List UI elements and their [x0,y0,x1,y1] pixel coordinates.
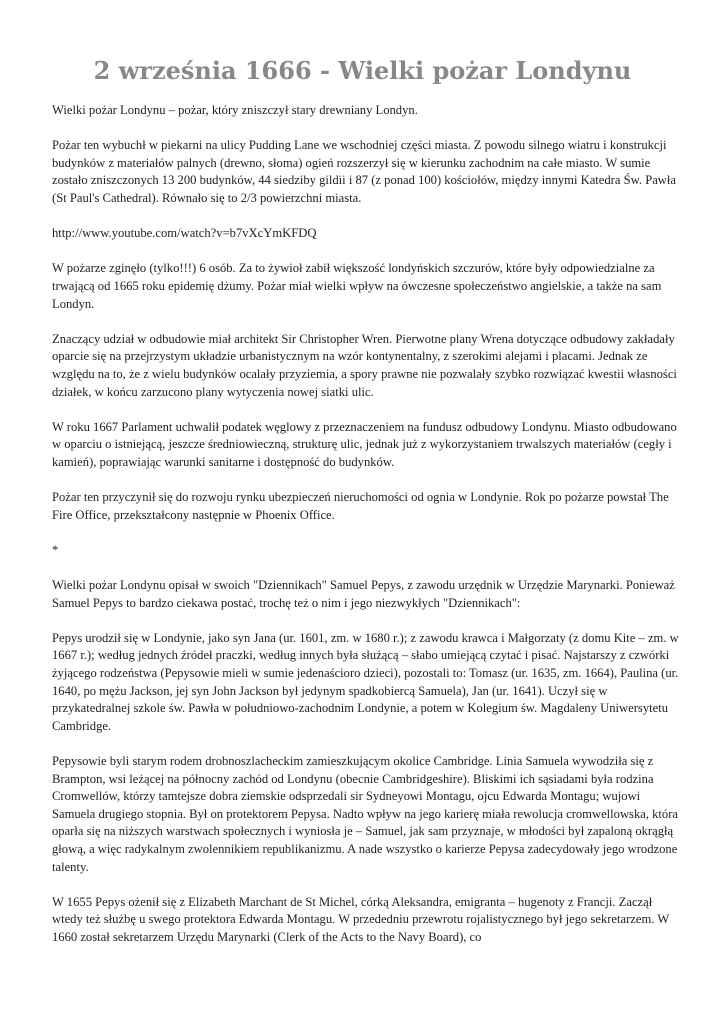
paragraph-parliament: W roku 1667 Parlament uchwalił podatek węglowy z przeznaczeniem na fundusz odbudowy Londynu. Miasto odbudowano w oparciu o istniejącą, jeszcze średniowieczną, strukturę ulic, jednak już z wykorzystaniem trwalszych materiałów (cegły i kamień), poprawiając warunki sanitarne i dostępność do budynków. [52,419,677,469]
paragraph-pepys-intro: Wielki pożar Londynu opisał w swoich "Dziennikach" Samuel Pepys, z zawodu urzędnik w Urzędzie Marynarki. Ponieważ Samuel Pepys to bardzo ciekawa postać, trochę też o nim i jego niezwykłych "Dziennikach": [52,578,675,610]
document-title: 2 września 1666 - Wielki pożar Londynu [93,56,632,85]
paragraph-pepys-family: Pepysowie byli starym rodem drobnoszlacheckim zamieszkującym okolice Cambridge. Linia Samuela wywodziła się z Brampton, wsi leżącej na północny zachód od Londynu (obecnie Cambridgeshire). Bliskimi ich sąsiadami była rodzina Cromwellów, którzy tamtejsze dobra ziemskie odsprzedali sir Sydneyowi Montagu, ojcu Edwarda Montagu; wujowi Samuela drugiego stopnia. Był on protektorem Pepysa. Nadto wpływ na jego karierę miała rewolucja cromwellowska, która oparła się na niższych warstwach społecznych i wyniosła je – Samuel, jak sam przyznaje, w młodości był zapaloną okrągłą głową, a więc radykalnym zwolennikiem republikanizmu. A nade wszystko o karierze Pepysa zadecydowały jego wrodzone talenty. [52,753,679,874]
paragraph-origin: Pożar ten wybuchł w piekarni na ulicy Pudding Lane we wschodniej części miasta. Z powodu silnego wiatru i konstrukcji budynków z materiałów palnych (drewno, słoma) ogień rozszerzył się w kierunku zachodnim na całe miasto. W sumie zostało zniszczonych 13 200 budynków, 44 siedziby gildii i 87 (z ponad 100) kościołów, między innymi Katedra Św. Pawła (St Paul's Cathedral). Równało się to 2/3 powierzchni miasta. [52,138,676,205]
section-separator: * [52,542,59,557]
paragraph-video-link: http://www.youtube.com/watch?v=b7vXcYmKFDQ [52,226,317,241]
paragraph-pepys-birth: Pepys urodził się w Londynie, jako syn Jana (ur. 1601, zm. w 1680 r.); z zawodu krawca i Małgorzaty (z domu Kite – zm. w 1667 r.); według jednych źródeł praczki, według innych była służącą – słabo umiejącą czytać i pisać. Najstarszy z czwórki żyjącego rodzeństwa (Pepysowie mieli w sumie jedenaścioro dzieci), pozostali to: Tomasz (ur. 1635, zm. 1664), Paulina (ur. 1640, po mężu Jackson, jej syn John Jackson był jedynym spadkobiercą Samuela), Jan (ur. 1641). Uczył się w przykatedralnej szkole św. Pawła w południowo-zachodnim Londynie, a potem w Kolegium św. Magdaleny Uniwersytetu Cambridge. [52,630,679,733]
paragraph-intro: Wielki pożar Londynu – pożar, który zniszczył stary drewniany Londyn. [52,103,418,117]
paragraph-casualties: W pożarze zginęło (tylko!!!) 6 osób. Za to żywioł zabił większość londyńskich szczurów, które były odpowiedzialne za trwającą od 1665 roku epidemię dżumy. Pożar miał wielki wpływ na ówczesne społeczeństwo angielskie, a także na sam Londyn. [52,261,662,311]
document-body [52,102,682,964]
paragraph-insurance: Pożar ten przyczynił się do rozwoju rynku ubezpieczeń nieruchomości od ognia w Londynie. Rok po pożarze powstał The Fire Office, przekształcony następnie w Phoenix Office. [52,490,669,522]
paragraph-wren: Znaczący udział w odbudowie miał architekt Sir Christopher Wren. Pierwotne plany Wrena dotyczące odbudowy zakładały oparcie się na przejrzystym układzie urbanistycznym na wzór kontynentalny, z szerokimi alejami i placami. Jednak ze względu na to, że z wielu budynków ocalały przyziemia, a spory prawne nie pozwalały szybko rozwiązać kwestii własności działek, w końcu zarzucono plany wytyczenia nowej siatki ulic. [52,331,677,399]
paragraph-pepys-career: W 1655 Pepys ożenił się z Elizabeth Marchant de St Michel, córką Aleksandra, emigranta – hugenoty z Francji. Zaczął wtedy też służbę u swego protektora Edwarda Montagu. W przededniu przewrotu rojalistycznego był jego sekretarzem. W 1660 został sekretarzem Urzędu Marynarki (Clerk of the Acts to the Navy Board), co [52,894,670,944]
